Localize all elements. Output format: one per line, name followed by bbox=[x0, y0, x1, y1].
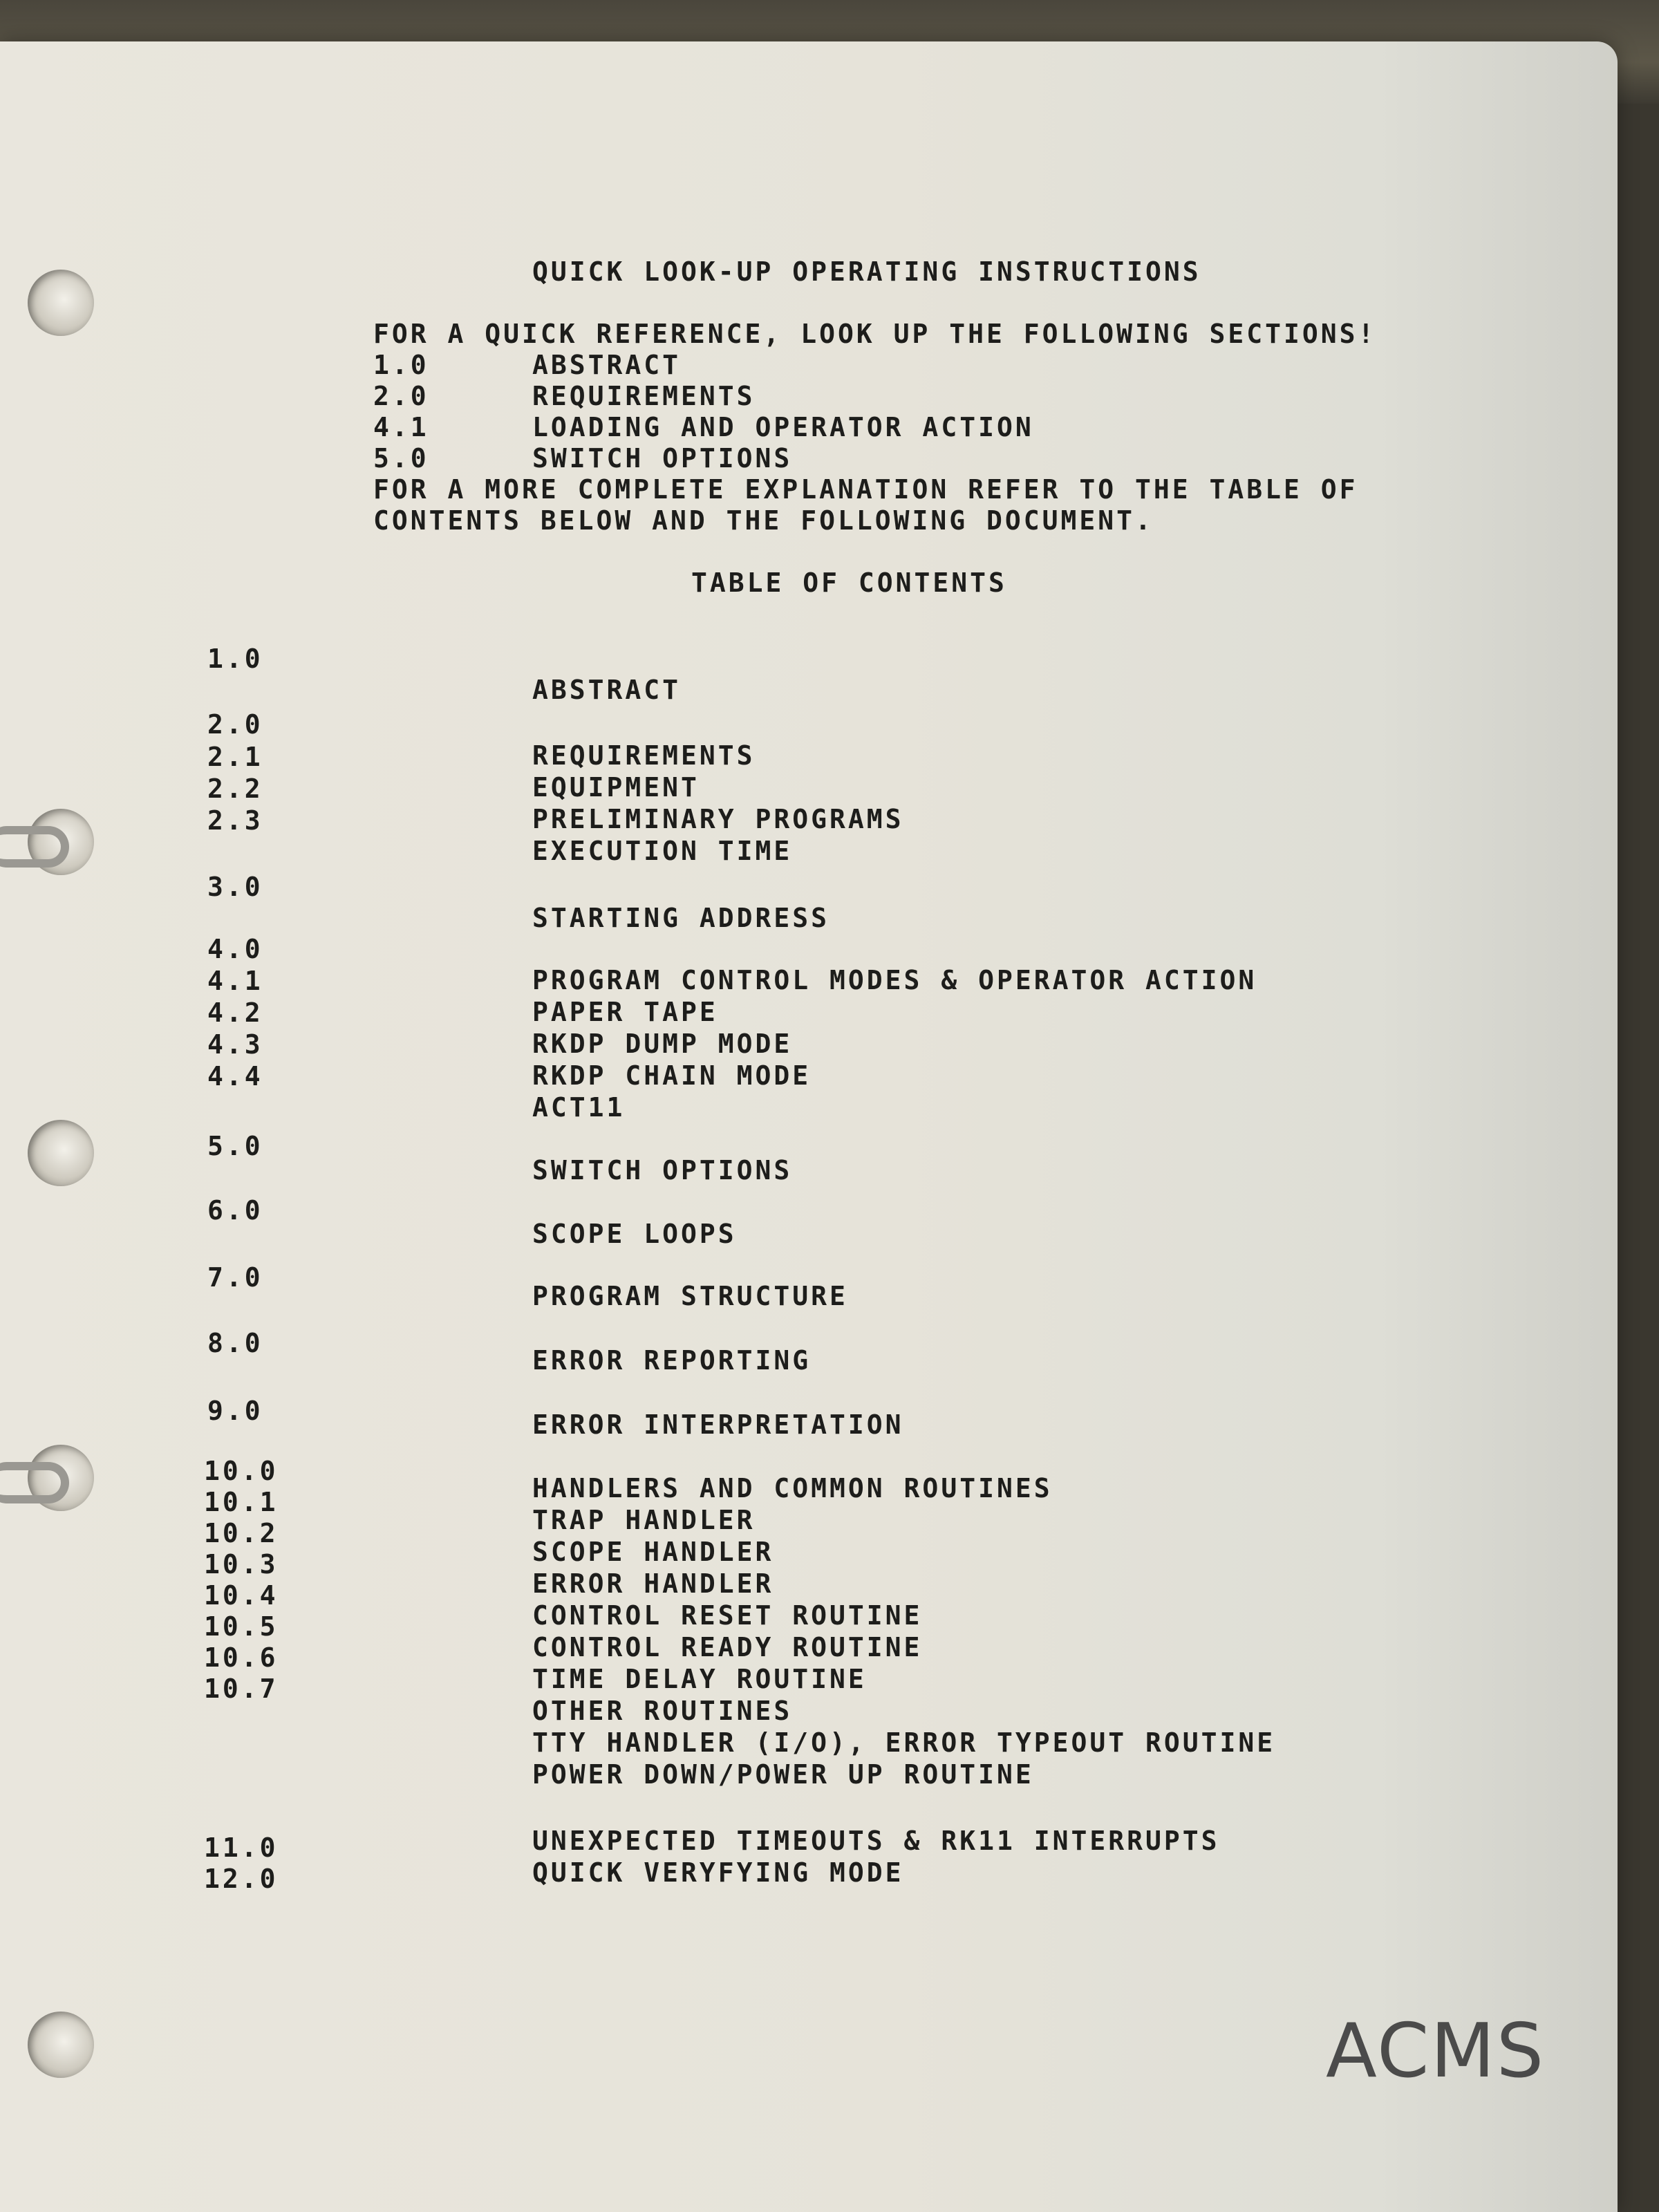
more-line: FOR A MORE COMPLETE EXPLANATION REFER TO THE TABLE OF bbox=[373, 474, 1358, 505]
toc-label: SCOPE LOOPS bbox=[532, 1219, 737, 1249]
toc-label: ACT11 bbox=[532, 1092, 626, 1123]
toc-label: RKDP CHAIN MODE bbox=[532, 1060, 812, 1091]
toc-num: 4.3 bbox=[207, 1029, 263, 1060]
toc-num: 2.1 bbox=[207, 742, 263, 772]
toc-num: 10.5 bbox=[204, 1611, 279, 1642]
toc-label: PAPER TAPE bbox=[532, 997, 718, 1027]
watermark: ACMS bbox=[1326, 2008, 1546, 2094]
toc-label: PROGRAM CONTROL MODES & OPERATOR ACTION bbox=[532, 965, 1257, 995]
toc-label: TRAP HANDLER bbox=[532, 1505, 756, 1535]
toc-label: ERROR REPORTING bbox=[532, 1345, 812, 1376]
toc-num: 2.3 bbox=[207, 805, 263, 836]
toc-label: ERROR INTERPRETATION bbox=[532, 1409, 904, 1440]
toc-num: 2.2 bbox=[207, 774, 263, 804]
toc-num: 2.0 bbox=[207, 709, 263, 740]
toc-num: 11.0 bbox=[204, 1833, 279, 1863]
toc-label: ERROR HANDLER bbox=[532, 1568, 774, 1599]
toc-num: 10.6 bbox=[204, 1642, 279, 1673]
quick-num: 5.0 bbox=[373, 443, 429, 474]
toc-num: 12.0 bbox=[204, 1864, 279, 1894]
quick-label: LOADING AND OPERATOR ACTION bbox=[532, 412, 1034, 442]
toc-label: EQUIPMENT bbox=[532, 772, 700, 803]
toc-label: CONTROL RESET ROUTINE bbox=[532, 1600, 923, 1631]
toc-num: 4.2 bbox=[207, 997, 263, 1028]
toc-label: HANDLERS AND COMMON ROUTINES bbox=[532, 1473, 1053, 1503]
toc-label: POWER DOWN/POWER UP ROUTINE bbox=[532, 1759, 1034, 1790]
toc-label: STARTING ADDRESS bbox=[532, 903, 830, 933]
quick-label: ABSTRACT bbox=[532, 350, 682, 380]
toc-num: 4.0 bbox=[207, 934, 263, 964]
toc-num: 10.1 bbox=[204, 1487, 279, 1517]
toc-num: 7.0 bbox=[207, 1262, 263, 1293]
toc-num: 10.0 bbox=[204, 1456, 279, 1486]
toc-label: QUICK VERYFYING MODE bbox=[532, 1857, 904, 1888]
toc-label: OTHER ROUTINES bbox=[532, 1696, 793, 1726]
quick-label: REQUIREMENTS bbox=[532, 381, 756, 411]
toc-num: 10.2 bbox=[204, 1518, 279, 1548]
toc-num: 10.7 bbox=[204, 1674, 279, 1704]
toc-label: TTY HANDLER (I/O), ERROR TYPEOUT ROUTINE bbox=[532, 1727, 1276, 1758]
intro-line: FOR A QUICK REFERENCE, LOOK UP THE FOLLOWING SECTIONS! bbox=[373, 319, 1377, 349]
toc-num: 10.3 bbox=[204, 1549, 279, 1580]
toc-num: 3.0 bbox=[207, 872, 263, 902]
toc-title: TABLE OF CONTENTS bbox=[691, 568, 1007, 598]
toc-label: RKDP DUMP MODE bbox=[532, 1029, 793, 1059]
toc-label: REQUIREMENTS bbox=[532, 740, 756, 771]
toc-num: 1.0 bbox=[207, 644, 263, 674]
toc-label: SWITCH OPTIONS bbox=[532, 1155, 793, 1185]
toc-label: EXECUTION TIME bbox=[532, 836, 793, 866]
toc-num: 8.0 bbox=[207, 1328, 263, 1358]
toc-num: 6.0 bbox=[207, 1195, 263, 1226]
toc-label: ABSTRACT bbox=[532, 675, 682, 705]
toc-label: SCOPE HANDLER bbox=[532, 1537, 774, 1567]
toc-num: 10.4 bbox=[204, 1580, 279, 1611]
toc-label: PROGRAM STRUCTURE bbox=[532, 1281, 848, 1311]
toc-num: 4.1 bbox=[207, 966, 263, 996]
toc-num: 4.4 bbox=[207, 1061, 263, 1091]
quick-label: SWITCH OPTIONS bbox=[532, 443, 793, 474]
toc-label: TIME DELAY ROUTINE bbox=[532, 1664, 867, 1694]
document-page bbox=[0, 41, 1618, 2212]
more-line: CONTENTS BELOW AND THE FOLLOWING DOCUMENT. bbox=[373, 505, 1154, 536]
quick-num: 1.0 bbox=[373, 350, 429, 380]
toc-num: 5.0 bbox=[207, 1131, 263, 1161]
toc-label: CONTROL READY ROUTINE bbox=[532, 1632, 923, 1662]
toc-label: UNEXPECTED TIMEOUTS & RK11 INTERRUPTS bbox=[532, 1826, 1220, 1856]
quick-num: 2.0 bbox=[373, 381, 429, 411]
toc-num: 9.0 bbox=[207, 1396, 263, 1426]
toc-label: PRELIMINARY PROGRAMS bbox=[532, 804, 904, 834]
quick-num: 4.1 bbox=[373, 412, 429, 442]
doc-title: QUICK LOOK-UP OPERATING INSTRUCTIONS bbox=[532, 256, 1201, 287]
document-text bbox=[0, 41, 1618, 2212]
